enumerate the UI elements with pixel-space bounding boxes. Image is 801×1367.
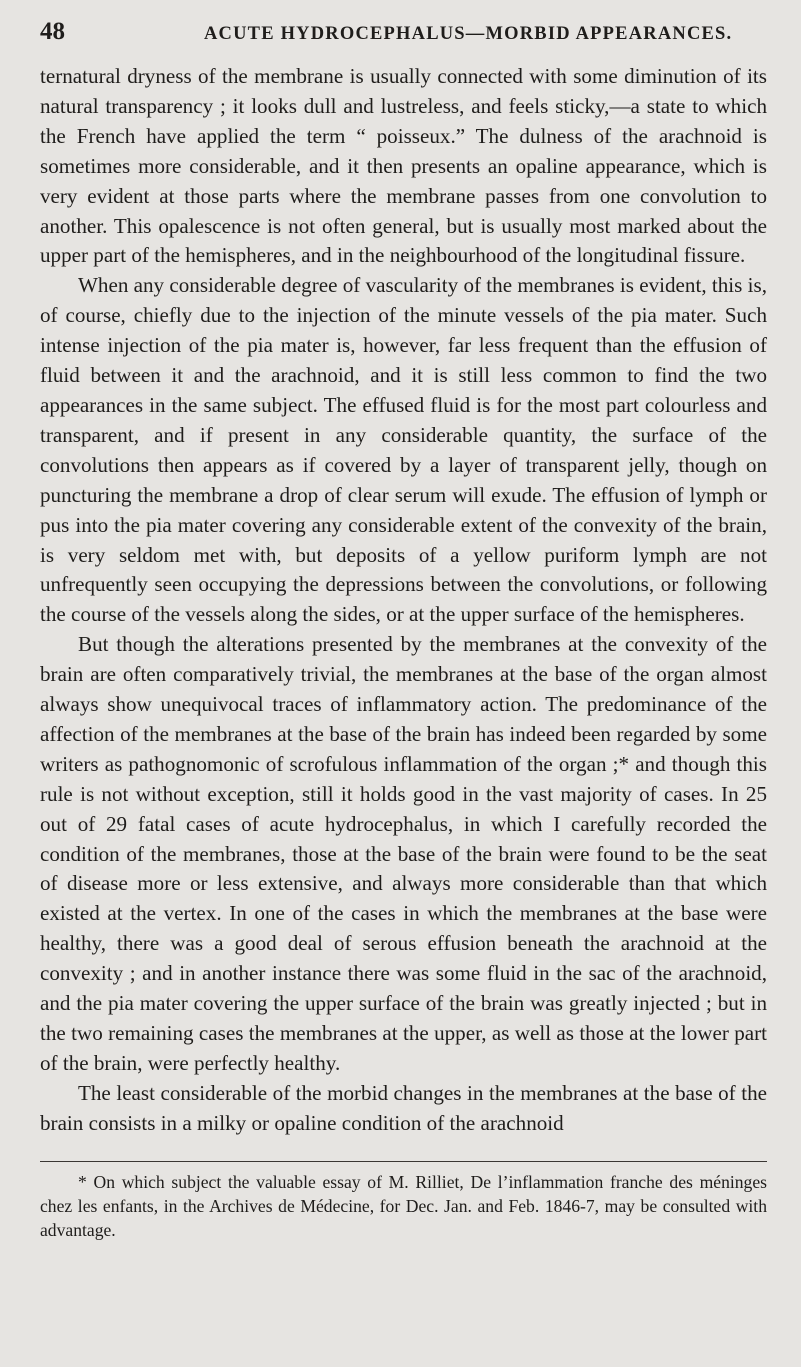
page-number: 48 xyxy=(40,18,65,45)
paragraph-morbid-changes: The least considerable of the morbid changes in the membranes at the base of the brain consists in a milky or opaline condition of the arachnoid xyxy=(40,1080,767,1135)
paragraph-vascularity: When any considerable degree of vascularity of the membranes is evident, this is, of course, chiefly due to the injection of the minute vessels of the pia mater. Such intense injection of the pia mater is, however, far less frequent than the effusion of fluid between it and the arachnoid, and it is still less common to find the two appearances in the same subject. The effused fluid is for the most part colourless and transparent, and if present in any considerable quantity, the surface of the convolutions then appears as if covered by a layer of transparent jelly, though on puncturing the membrane a drop of clear serum will exude. The effusion of lymph or pus into the pia mater covering any considerable extent of the convexity of the brain, is very seldom met with, but deposits of a yellow puriform lymph are not unfrequently seen occupying the depressions between the convolutions, or following the course of the vessels along the sides, or at the upper surface of the hemispheres. xyxy=(40,273,767,627)
body-text xyxy=(40,62,767,1139)
running-head xyxy=(40,14,767,50)
paragraph-continued: ternatural dryness of the membrane is usually connected with some diminution of its natural transparency ; it looks dull and lustreless, and feels sticky,—a state to which the French have applied the term “ poisseux.” The dulness of the arachnoid is sometimes more considerable, and it then presents an opaline appearance, which is very evident at those parts where the membrane passes from one convolution to another. This opalescence is not often general, but is usually most marked about the upper part of the hemispheres, and in the neighbourhood of the longitudinal fissure. xyxy=(40,64,767,268)
running-title: ACUTE HYDROCEPHALUS—MORBID APPEARANCES. xyxy=(204,24,733,44)
paragraph-base-membranes: But though the alterations presented by the membranes at the convexity of the brain are often comparatively trivial, the membranes at the base of the organ almost always show unequivocal traces of inflammatory action. The predominance of the affection of the membranes at the base of the brain has indeed been regarded by some writers as pathognomonic of scrofulous inflammation of the organ ;* and though this rule is not without exception, still it holds good in the vast majority of cases. In 25 out of 29 fatal cases of acute hydrocephalus, in which I carefully recorded the condition of the membranes, those at the base of the brain were found to be the seat of disease more or less extensive, and always more considerable than that which existed at the vertex. In one of the cases in which the membranes at the base were healthy, there was a good deal of serous effusion beneath the arachnoid at the convexity ; and in another instance there was some fluid in the sac of the arachnoid, and the pia mater covering the upper surface of the brain was greatly injected ; but in the two remaining cases the membranes at the upper, as well as those at the lower part of the brain, were perfectly healthy. xyxy=(40,632,767,1075)
footnote: * On which subject the valuable essay of M. Rilliet, De l’inflammation franche des méninges chez les enfants, in the Archives de Médecine, for Dec. Jan. and Feb. 1846-7, may be consulted with advantage. xyxy=(40,1171,767,1240)
footnote-divider xyxy=(40,1161,767,1162)
